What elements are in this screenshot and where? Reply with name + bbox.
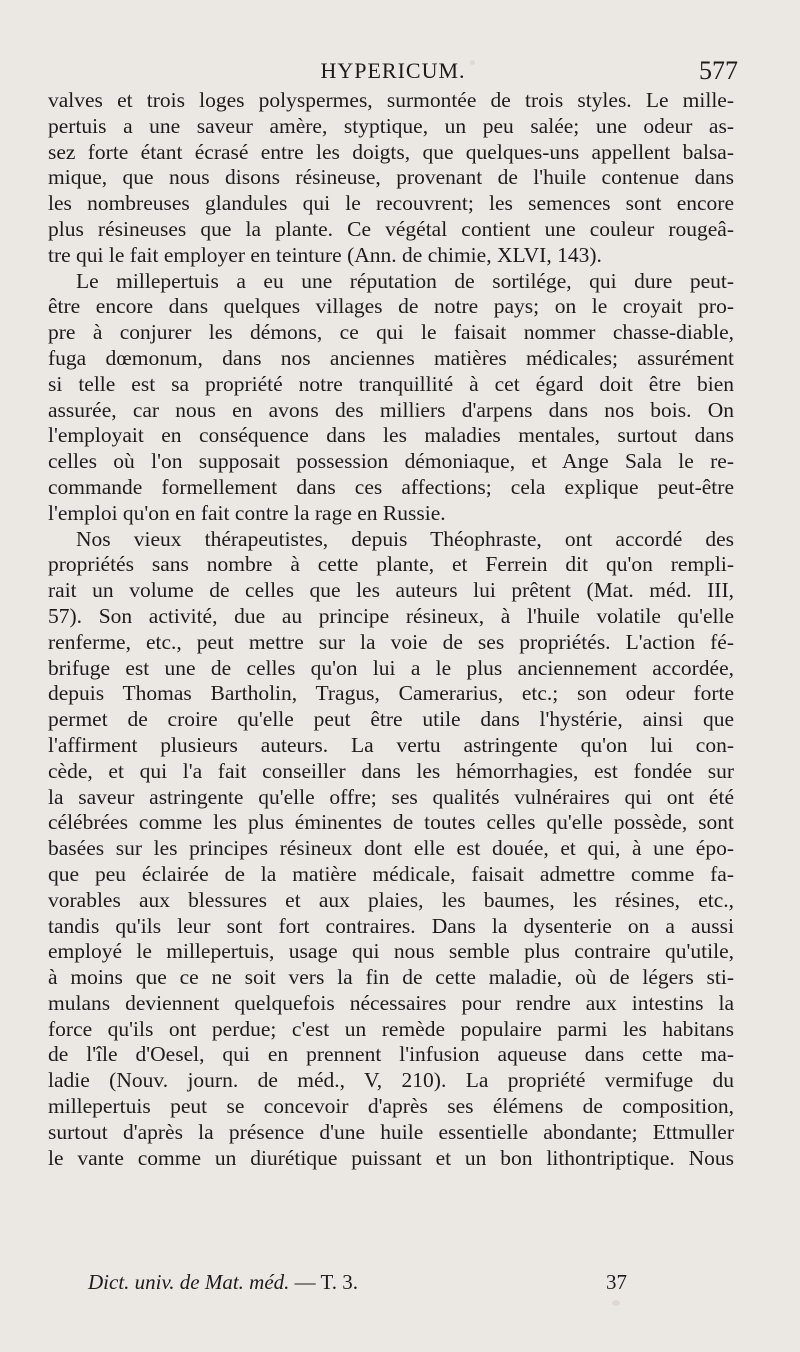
text-line: Le millepertuis a eu une réputation de sortilége, qui dure peut- [76, 268, 734, 293]
text-line: mique, que nous disons résineuse, provenant de l'huile contenue dans [48, 165, 734, 190]
text-line: celles où l'on supposait possession démoniaque, et Ange Sala le re- [48, 449, 734, 474]
signature-mark [88, 1270, 358, 1295]
text-line: force qu'ils ont perdue; c'est un remède populaire parmi les habitans [48, 1016, 734, 1041]
text-line: tre qui le fait employer en teinture (Ann. de chimie, XLVI, 143). [48, 242, 602, 267]
running-header [48, 52, 738, 92]
text-line: surtout d'après la présence d'une huile essentielle abondante; Ettmuller [48, 1119, 734, 1144]
text-line: mulans deviennent quelquefois nécessaires pour rendre aux intestins la [48, 990, 734, 1015]
text-line: millepertuis peut se concevoir d'après ses élémens de composition, [48, 1094, 734, 1119]
text-line: pre à conjurer les démons, ce qui le faisait nommer chasse-diable, [48, 320, 734, 345]
text-line: Nos vieux thérapeutistes, depuis Théophraste, ont accordé des [76, 526, 734, 551]
text-line: à moins que ce ne soit vers la fin de cette maladie, où de légers sti- [48, 965, 734, 990]
text-line: permet de croire qu'elle peut être utile dans l'hystérie, ainsi que [48, 707, 734, 732]
text-line: le vante comme un diurétique puissant et un bon lithontriptique. Nous [48, 1145, 734, 1170]
text-line: l'emploi qu'on en fait contre la rage en Russie. [48, 500, 446, 525]
text-line: que peu éclairée de la matière médicale, faisait admettre comme fa- [48, 861, 734, 886]
text-line: de l'île d'Oesel, qui en prennent l'infusion aqueuse dans cette ma- [48, 1042, 734, 1067]
text-line: propriétés sans nombre à cette plante, et Ferrein dit qu'on rempli- [48, 552, 734, 577]
text-line: cède, et qui l'a fait conseiller dans les hémorrhagies, est fondée sur [48, 758, 734, 783]
text-line: rait un volume de celles que les auteurs lui prêtent (Mat. méd. III, [48, 578, 734, 603]
page-footer [48, 1270, 738, 1300]
text-line: valves et trois loges polyspermes, surmontée de trois styles. Le mille- [48, 88, 734, 112]
text-line: la saveur astringente qu'elle offre; ses qualités vulnéraires qui ont été [48, 784, 734, 809]
paper-stain [612, 1300, 620, 1306]
text-line: pertuis a une saveur amère, styptique, un peu salée; une odeur as- [48, 113, 734, 138]
running-title: HYPERICUM. [320, 58, 466, 83]
text-line: l'employait en conséquence dans les maladies mentales, surtout dans [48, 423, 734, 448]
text-line: vorables aux blessures et aux plaies, les baumes, les résines, etc., [48, 887, 734, 912]
text-line: employé le millepertuis, usage qui nous semble plus contraire qu'utile, [48, 939, 734, 964]
text-line: tandis qu'ils leur sont fort contraires. Dans la dysenterie on a aussi [48, 913, 734, 938]
text-line: plus résineuses que la plante. Ce végétal contient une couleur rougeâ- [48, 216, 734, 241]
text-line: ladie (Nouv. journ. de méd., V, 210). La propriété vermifuge du [48, 1068, 734, 1093]
signature-title: Dict. univ. de Mat. méd. [88, 1270, 290, 1294]
text-line: assurée, car nous en avons des milliers d'arpens dans nos bois. On [48, 397, 734, 422]
text-line: fuga dœmonum, dans nos anciennes matières médicales; assurément [48, 345, 734, 370]
text-line: commande formellement dans ces affections; cela explique peut-être [48, 474, 734, 499]
text-line: les nombreuses glandules qui le recouvrent; les semences sont encore [48, 191, 734, 216]
text-line: basées sur les principes résineux dont elle est douée, et qui, à une épo- [48, 836, 734, 861]
text-line: sez forte étant écrasé entre les doigts, que quelques-uns appellent balsa- [48, 139, 734, 164]
text-line: l'affirment plusieurs auteurs. La vertu astringente qu'on lui con- [48, 732, 734, 757]
signature-volume: — T. 3. [294, 1270, 359, 1294]
text-line: brifuge est une de celles qu'on lui a le plus anciennement accordée, [48, 655, 734, 680]
text-line: célébrées comme les plus éminentes de toutes celles qu'elle possède, sont [48, 810, 734, 835]
text-line: 57). Son activité, due au principe résineux, à l'huile volatile qu'elle [48, 603, 734, 628]
body-text [48, 88, 734, 1171]
text-line: si telle est sa propriété notre tranquillité à cet égard doit être bien [48, 371, 734, 396]
page-number: 577 [699, 56, 738, 85]
text-line: depuis Thomas Bartholin, Tragus, Camerarius, etc.; son odeur forte [48, 681, 734, 706]
sheet-number: 37 [606, 1270, 627, 1294]
text-line: renferme, etc., peut mettre sur la voie de ses propriétés. L'action fé- [48, 629, 734, 654]
text-line: être encore dans quelques villages de notre pays; on le croyait pro- [48, 294, 734, 319]
